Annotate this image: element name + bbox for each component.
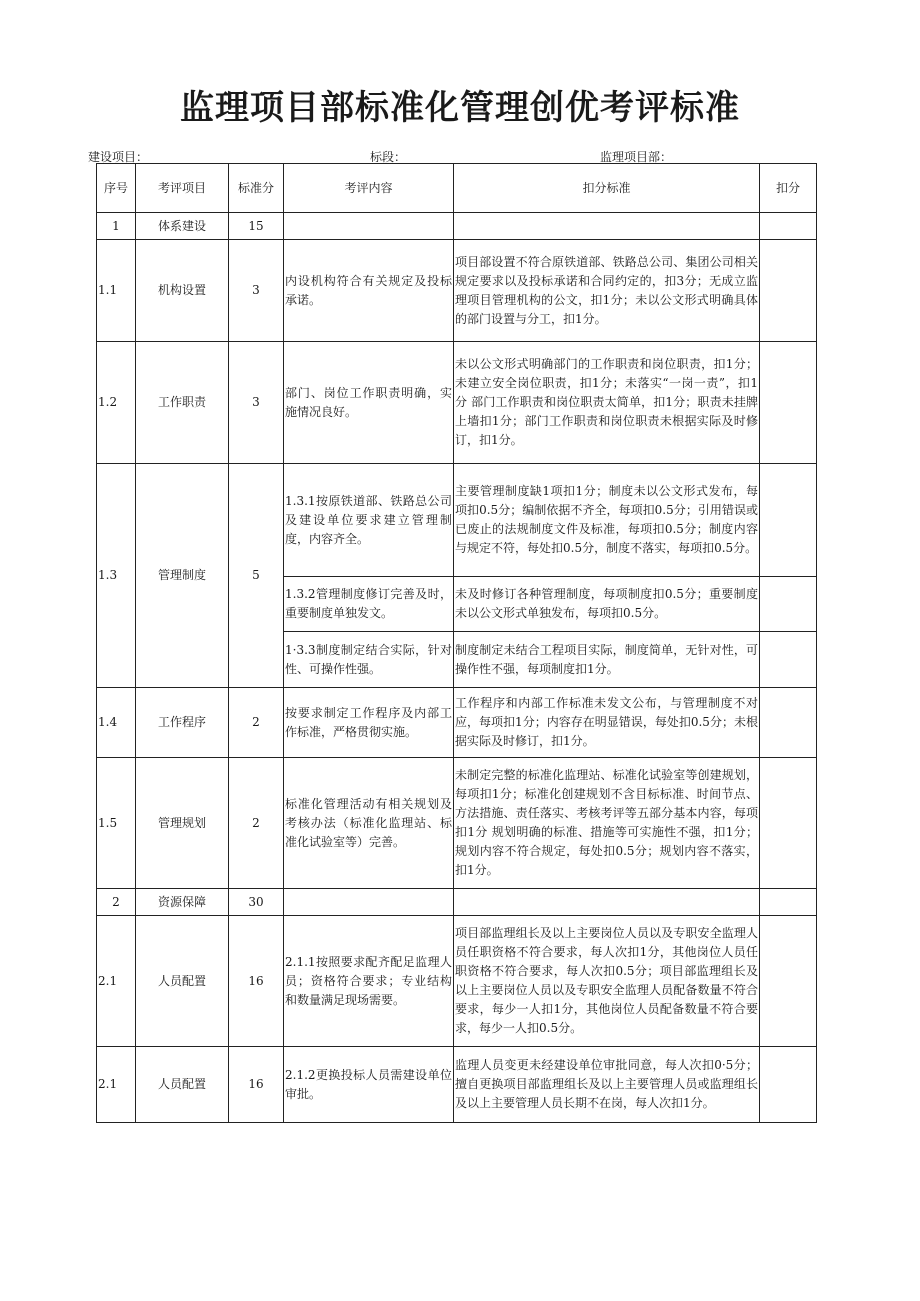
project-label: 建设项目：: [88, 150, 149, 164]
table-row: [97, 464, 817, 577]
row-criteria: [454, 213, 760, 240]
row-item: 工作程序: [136, 688, 229, 758]
table-row: [97, 916, 817, 1047]
table-row: [97, 1047, 817, 1123]
row-deduct: [760, 688, 817, 758]
header-cell-deduct: 扣分: [760, 164, 817, 213]
row-score: 2: [229, 758, 284, 889]
row-item: 人员配置: [136, 1047, 229, 1123]
row-score: 15: [229, 213, 284, 240]
row-item: 机构设置: [136, 240, 229, 342]
row-deduct: [760, 916, 817, 1047]
row-no: 2.1: [97, 1047, 136, 1123]
row-criteria: 监理人员变更未经建设单位审批同意，每人次扣0·5分；擅自更换项目部监理组长及以上主要管理人员或监理组长及以上主要管理人员长期不在岗，每人次扣1分。: [454, 1047, 760, 1123]
row-no: 1.4: [97, 688, 136, 758]
row-item: 管理规划: [136, 758, 229, 889]
row-criteria: 项目部设置不符合原铁道部、铁路总公司、集团公司相关规定要求以及投标承诺和合同约定的，扣3分；无成立监理项目管理机构的公文，扣1分；未以公文形式明确具体的部门设置与分工，扣1分。: [454, 240, 760, 342]
row-deduct: [760, 1047, 817, 1123]
row-score: 30: [229, 889, 284, 916]
row-content: 1·3.3制度制定结合实际，针对性、可操作性强。: [284, 632, 454, 688]
row-deduct: [760, 464, 817, 577]
row-criteria: 工作程序和内部工作标准未发文公布，与管理制度不对应，每项扣1分；内容存在明显错误，每处扣0.5分；未根据实际及时修订，扣1分。: [454, 688, 760, 758]
header-cell-criteria: 扣分标准: [454, 164, 760, 213]
row-criteria: 项目部监理组长及以上主要岗位人员以及专职安全监理人员任职资格不符合要求，每人次扣1分，其他岗位人员任职资格不符合要求，每人次扣0.5分；项目部监理组长及以上主要岗位人员以及专职安全监理人员配备数量不符合要求，每少一人扣1分，其他岗位人员配备数量不符合要求，每少一人扣0.5分。: [454, 916, 760, 1047]
row-content: 部门、岗位工作职责明确，实施情况良好。: [284, 342, 454, 464]
row-no: 1.2: [97, 342, 136, 464]
row-content: 1.3.2管理制度修订完善及时，重要制度单独发文。: [284, 577, 454, 632]
row-no: 1.5: [97, 758, 136, 889]
header-cell-item: 考评项目: [136, 164, 229, 213]
row-criteria: 未及时修订各种管理制度，每项制度扣0.5分；重要制度未以公文形式单独发布，每项扣0.5分。: [454, 577, 760, 632]
row-deduct: [760, 213, 817, 240]
row-content: 按要求制定工作程序及内部工作标准，严格贯彻实施。: [284, 688, 454, 758]
row-deduct: [760, 342, 817, 464]
row-criteria: 制度制定未结合工程项目实际，制度简单，无针对性，可操作性不强，每项制度扣1分。: [454, 632, 760, 688]
row-content: 1.3.1按原铁道部、铁路总公司及建设单位要求建立管理制度，内容齐全。: [284, 464, 454, 577]
row-score: 2: [229, 688, 284, 758]
row-no: 2.1: [97, 916, 136, 1047]
row-content: [284, 213, 454, 240]
row-no: 1.3: [97, 464, 136, 688]
row-content: 内设机构符合有关规定及投标承诺。: [284, 240, 454, 342]
header-cell-score: 标准分: [229, 164, 284, 213]
row-content: 2.1.2更换投标人员需建设单位审批。: [284, 1047, 454, 1123]
table-row: [97, 342, 817, 464]
table-row: [97, 758, 817, 889]
row-no: 1.1: [97, 240, 136, 342]
table-row: [97, 240, 817, 342]
table-row: [97, 688, 817, 758]
table-row: [97, 889, 817, 916]
row-score: 5: [229, 464, 284, 688]
page-title: 监理项目部标准化管理创优考评标准: [180, 88, 740, 128]
table-row: [97, 213, 817, 240]
section-label: 标段：: [370, 150, 407, 164]
row-item: 人员配置: [136, 916, 229, 1047]
row-deduct: [760, 240, 817, 342]
row-score: 3: [229, 342, 284, 464]
row-score: 16: [229, 916, 284, 1047]
row-criteria: [454, 889, 760, 916]
row-criteria: 未以公文形式明确部门的工作职责和岗位职责，扣1分；未建立安全岗位职责，扣1分；未落实“一岗一责”，扣1分 部门工作职责和岗位职责太简单，扣1分；职责未挂牌上墙扣1分；部门工作职责和岗位职责未根据实际及时修订，扣1分。: [454, 342, 760, 464]
row-no: 1: [97, 213, 136, 240]
header-cell-content: 考评内容: [284, 164, 454, 213]
row-deduct: [760, 889, 817, 916]
row-item: 工作职责: [136, 342, 229, 464]
row-content: 标准化管理活动有相关规划及考核办法（标准化监理站、标准化试验室等）完善。: [284, 758, 454, 889]
dept-label: 监理项目部：: [600, 150, 673, 164]
row-deduct: [760, 632, 817, 688]
row-criteria: 主要管理制度缺1项扣1分；制度未以公文形式发布，每项扣0.5分；编制依据不齐全，每项扣0.5分；引用错误或已废止的法规制度文件及标准，每项扣0.5分；制度内容与规定不符，每处扣0.5分，制度不落实，每项扣0.5分。: [454, 464, 760, 577]
row-content: [284, 889, 454, 916]
header-cell-no: 序号: [97, 164, 136, 213]
row-deduct: [760, 577, 817, 632]
row-criteria: 未制定完整的标准化监理站、标准化试验室等创建规划，每项扣1分；标准化创建规划不含目标标准、时间节点、方法措施、责任落实、考核考评等五部分基本内容，每项扣1分 规划明确的标准、措施等可实施性不强，扣1分；规划内容不符合规定，每处扣0.5分；规划内容不落实，扣1分。: [454, 758, 760, 889]
row-no: 2: [97, 889, 136, 916]
header-row: [97, 164, 817, 213]
row-deduct: [760, 758, 817, 889]
row-content: 2.1.1按照要求配齐配足监理人员；资格符合要求；专业结构和数量满足现场需要。: [284, 916, 454, 1047]
row-score: 16: [229, 1047, 284, 1123]
evaluation-table: [96, 163, 817, 1123]
row-score: 3: [229, 240, 284, 342]
row-item: 管理制度: [136, 464, 229, 688]
row-item: 体系建设: [136, 213, 229, 240]
row-item: 资源保障: [136, 889, 229, 916]
